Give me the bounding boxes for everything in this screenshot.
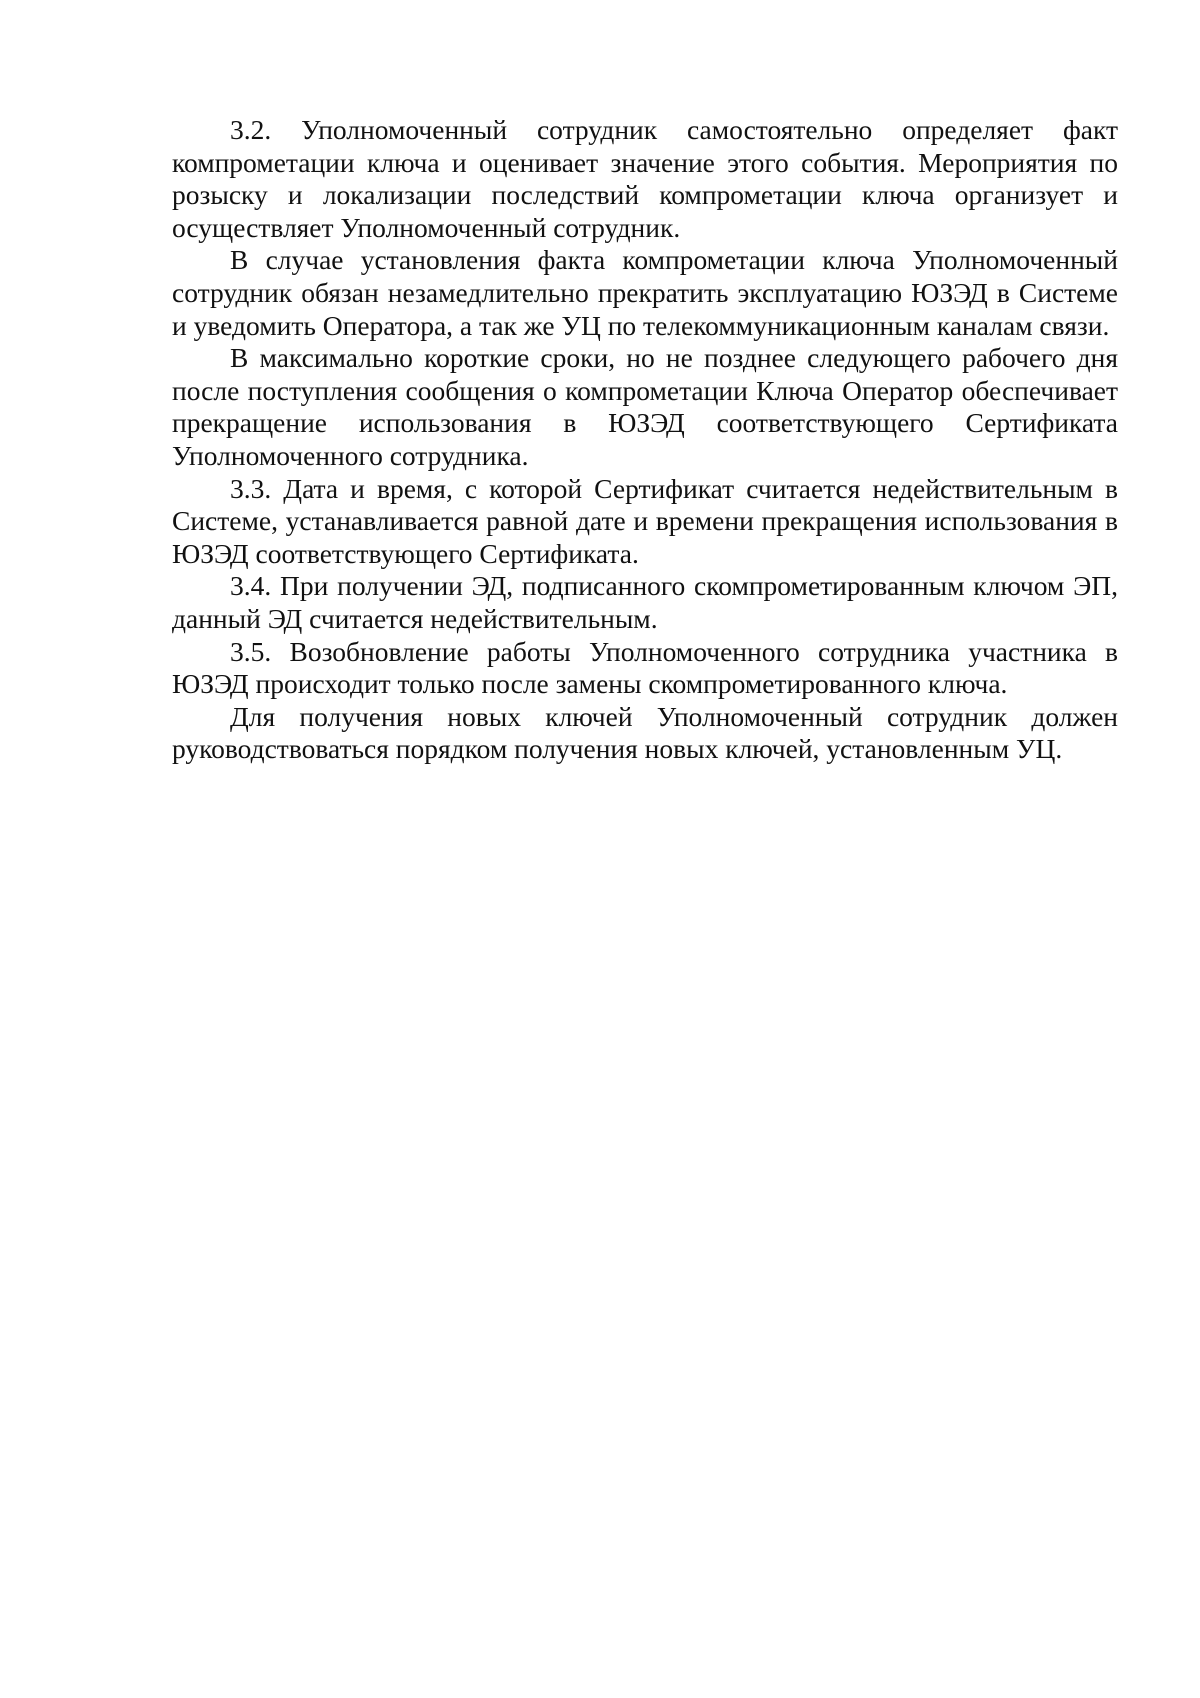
document-body [172,114,1118,766]
paragraph-new-keys: Для получения новых ключей Уполномоченный сотрудник должен руководствоваться порядком получения новых ключей, установленным УЦ. [172,700,1118,765]
paragraph-3-3: 3.3. Дата и время, с которой Сертификат считается недействительным в Системе, устанавливается равной дате и времени прекращения использования в ЮЗЭД соответствующего Сертификата. [172,472,1118,569]
paragraph-operator-deadline: В максимально короткие сроки, но не позднее следующего рабочего дня после поступления сообщения о компрометации Ключа Оператор обеспечивает прекращение использования в ЮЗЭД соответствующего Сертификата Уполномоченного сотрудника. [172,342,1118,471]
paragraph-compromise-action: В случае установления факта компрометации ключа Уполномоченный сотрудник обязан незамедлительно прекратить эксплуатацию ЮЗЭД в Системе и уведомить Оператора, а так же УЦ по телекоммуникационным каналам связи. [172,244,1118,341]
paragraph-3-4: 3.4. При получении ЭД, подписанного скомпрометированным ключом ЭП, данный ЭД считается недействительным. [172,570,1118,634]
paragraph-3-5: 3.5. Возобновление работы Уполномоченного сотрудника участника в ЮЗЭД происходит только после замены скомпрометированного ключа. [172,635,1118,700]
paragraph-3-2: 3.2. Уполномоченный сотрудник самостоятельно определяет факт компрометации ключа и оценивает значение этого события. Мероприятия по розыску и локализации последствий компрометации ключа организует и осуществляет Уполномоченный сотрудник. [172,114,1118,243]
